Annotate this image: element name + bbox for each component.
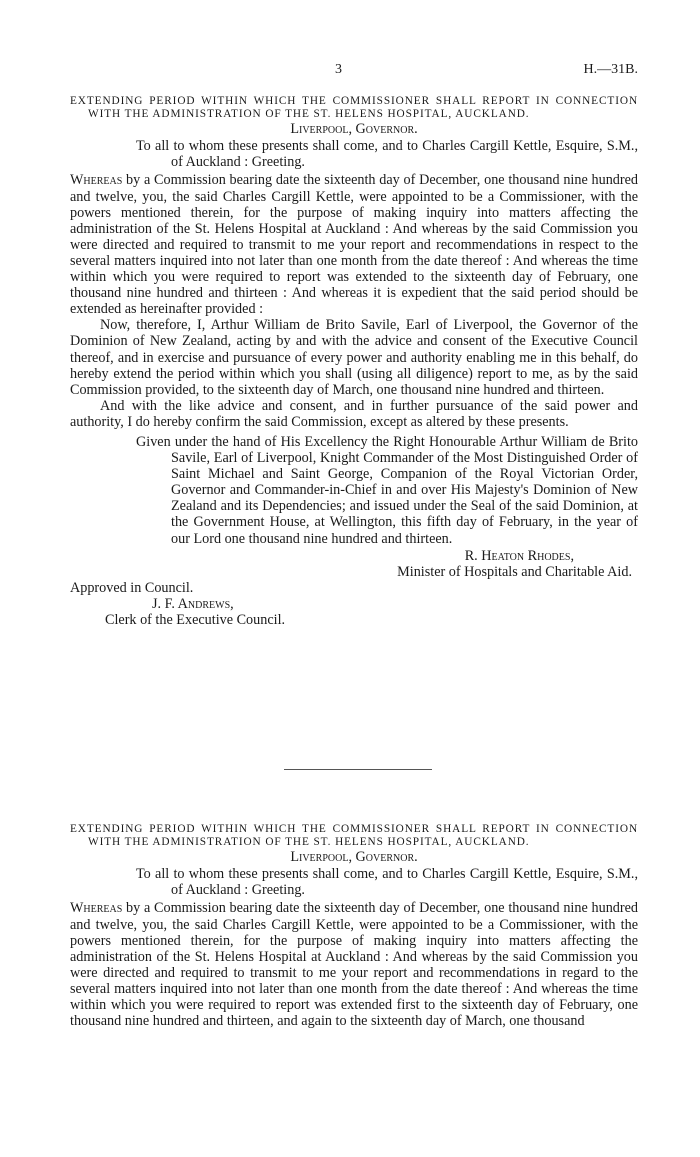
clerk-title: Clerk of the Executive Council.	[105, 612, 286, 628]
given-under-hand-paragraph: Given under the hand of His Excellency the Right Honourable Arthur William de Brito Savile, Earl of Liverpool, Knight Commander of the Most Distinguished Order of Saint Michael and Saint George, Companion of the Royal Victorian Order, Governor and Commander-in-Chief in and over His Majesty's Dominion of New Zealand and its Dependencies; and issued under the Seal of the said Dominion, at the Government House, at Wellington, this fifth day of February, in the year of our Lord one thousand nine hundred and thirteen.	[136, 433, 638, 547]
now-therefore-paragraph: Now, therefore, I, Arthur William de Brito Savile, Earl of Liverpool, the Governor of the Dominion of New Zealand, acting by and with the advice and consent of the Executive Council thereof, and in exercise and pursuance of every power and authority enabling me in this behalf, do hereby extend the period within which you shall (using all diligence) report to me, as by the said Commission provided, to the sixteenth day of March, one thousand nine hundred and thirteen.	[70, 317, 638, 398]
page-reference: H.—31B.	[583, 62, 638, 77]
address-line: To all to whom these presents shall come, and to Charles Cargill Kettle, Esquire, S.M., of Auckland : Greeting.	[136, 866, 638, 899]
whereas-word: Whereas	[70, 900, 123, 917]
approved-in-council: Approved in Council.	[70, 579, 194, 596]
proclamation-section-2	[70, 823, 638, 1029]
governor-line: Liverpool, Governor.	[290, 121, 418, 138]
confirm-paragraph: And with the like advice and consent, and in further pursuance of the said power and authority, I do hereby confirm the said Commission, except as altered by these presents.	[70, 397, 638, 430]
signatory-title: Minister of Hospitals and Charitable Aid.	[397, 563, 632, 580]
governor-line: Liverpool, Governor.	[290, 849, 418, 866]
section-heading: EXTENDING PERIOD WITHIN WHICH THE COMMISSIONER SHALL REPORT IN CONNECTION WITH THE ADMINISTRATION OF THE ST. HELENS HOSPITAL, AUCKLAND.	[70, 823, 638, 848]
whereas-word: Whereas	[70, 172, 123, 189]
whereas-paragraph	[70, 172, 638, 317]
whereas-text: by a Commission bearing date the sixteenth day of December, one thousand nine hundred and twelve, you, the said Charles Cargill Kettle, were appointed to be a Commissioner, with the powers mentioned therein, for the purpose of making inquiry into matters affecting the administration of the St. Helens Hospital at Auckland : And whereas by the said Commission you were directed and required to transmit to me your report and recommendations in respect to the several matters inquired into not later than one month from the date thereof : And whereas the time within which you were required to report was extended to the sixteenth day of February, one thousand nine hundred and thirteen : And whereas it is expedient that the said period should be extended as hereinafter provided :	[70, 172, 638, 318]
section-heading: EXTENDING PERIOD WITHIN WHICH THE COMMISSIONER SHALL REPORT IN CONNECTION WITH THE ADMINISTRATION OF THE ST. HELENS HOSPITAL, AUCKLAND.	[70, 95, 638, 120]
page-number: 3	[335, 62, 342, 77]
proclamation-section-1	[70, 95, 638, 628]
clerk-name: J. F. Andrews,	[152, 595, 234, 612]
whereas-paragraph	[70, 900, 638, 1029]
signatory-name: R. Heaton Rhodes,	[464, 547, 574, 564]
section-divider	[284, 769, 432, 770]
whereas-text: by a Commission bearing date the sixteenth day of December, one thousand nine hundred and twelve, you, the said Charles Cargill Kettle, were appointed to be a Commissioner, with the powers mentioned therein, for the purpose of making inquiry into matters affecting the administration of the St. Helens Hospital at Auckland : And whereas by the said Commission you were directed and required to transmit to me your report and recommendations in regard to the several matters inquired into not later than one month from the date thereof : And whereas the time within which you were required to report was extended first to the sixteenth day of February, one thousand nine hundred and thirteen, and again to the sixteenth day of March, one thousand	[70, 900, 638, 1030]
address-line: To all to whom these presents shall come, and to Charles Cargill Kettle, Esquire, S.M., of Auckland : Greeting.	[136, 138, 638, 171]
